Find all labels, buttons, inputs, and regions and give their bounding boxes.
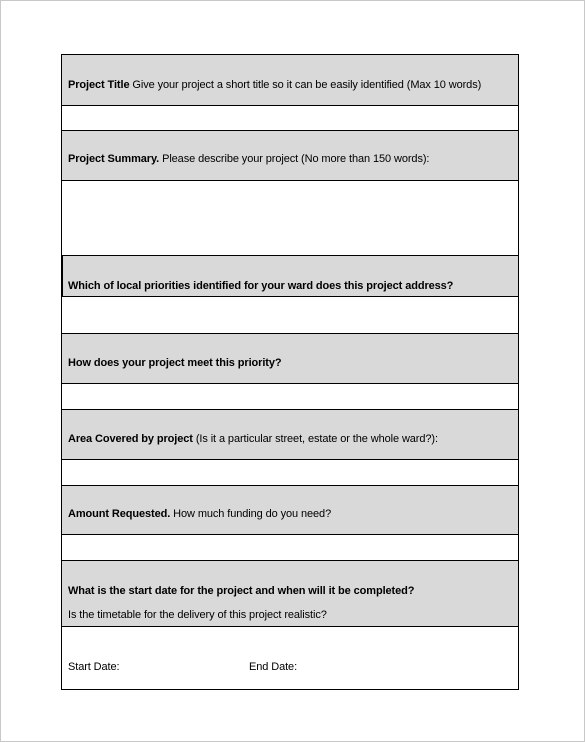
area-covered-header (62, 410, 518, 460)
amount-requested-label: Amount Requested. (68, 508, 171, 520)
area-covered-hint: (Is it a particular street, estate or the whole ward?): (192, 433, 438, 445)
project-title-label: Project Title (68, 79, 130, 91)
project-summary-label: Project Summary. (68, 153, 160, 165)
project-application-form (61, 54, 519, 690)
dates-header (62, 561, 518, 627)
project-title-field[interactable] (62, 106, 518, 131)
dates-label: What is the start date for the project and when will it be completed? (68, 585, 415, 597)
project-title-hint: Give your project a short title so it can be easily identified (Max 10 words) (129, 79, 482, 91)
priorities-label: Which of local priorities identified for your ward does this project address? (68, 280, 454, 292)
project-summary-hint: Please describe your project (No more than 150 words): (159, 153, 430, 165)
amount-requested-hint: How much funding do you need? (170, 508, 332, 520)
priorities-header (61, 256, 518, 297)
amount-requested-prompt (68, 508, 331, 520)
project-summary-prompt (68, 153, 429, 165)
end-date-label: End Date: (249, 661, 298, 673)
meet-priority-field[interactable] (62, 384, 518, 410)
project-title-prompt (68, 79, 481, 91)
meet-priority-label: How does your project meet this priority? (68, 357, 282, 369)
dates-field[interactable] (62, 627, 518, 690)
area-covered-field[interactable] (62, 460, 518, 486)
area-covered-prompt (68, 433, 438, 445)
dates-hint: Is the timetable for the delivery of this project realistic? (68, 609, 327, 621)
amount-requested-field[interactable] (62, 535, 518, 561)
project-title-header (62, 55, 518, 106)
area-covered-label: Area Covered by project (68, 433, 193, 445)
meet-priority-header (62, 334, 518, 384)
priorities-field[interactable] (62, 297, 518, 334)
project-summary-field[interactable] (62, 181, 518, 256)
project-summary-header (62, 131, 518, 181)
start-date-label: Start Date: (68, 661, 120, 673)
amount-requested-header (62, 486, 518, 535)
